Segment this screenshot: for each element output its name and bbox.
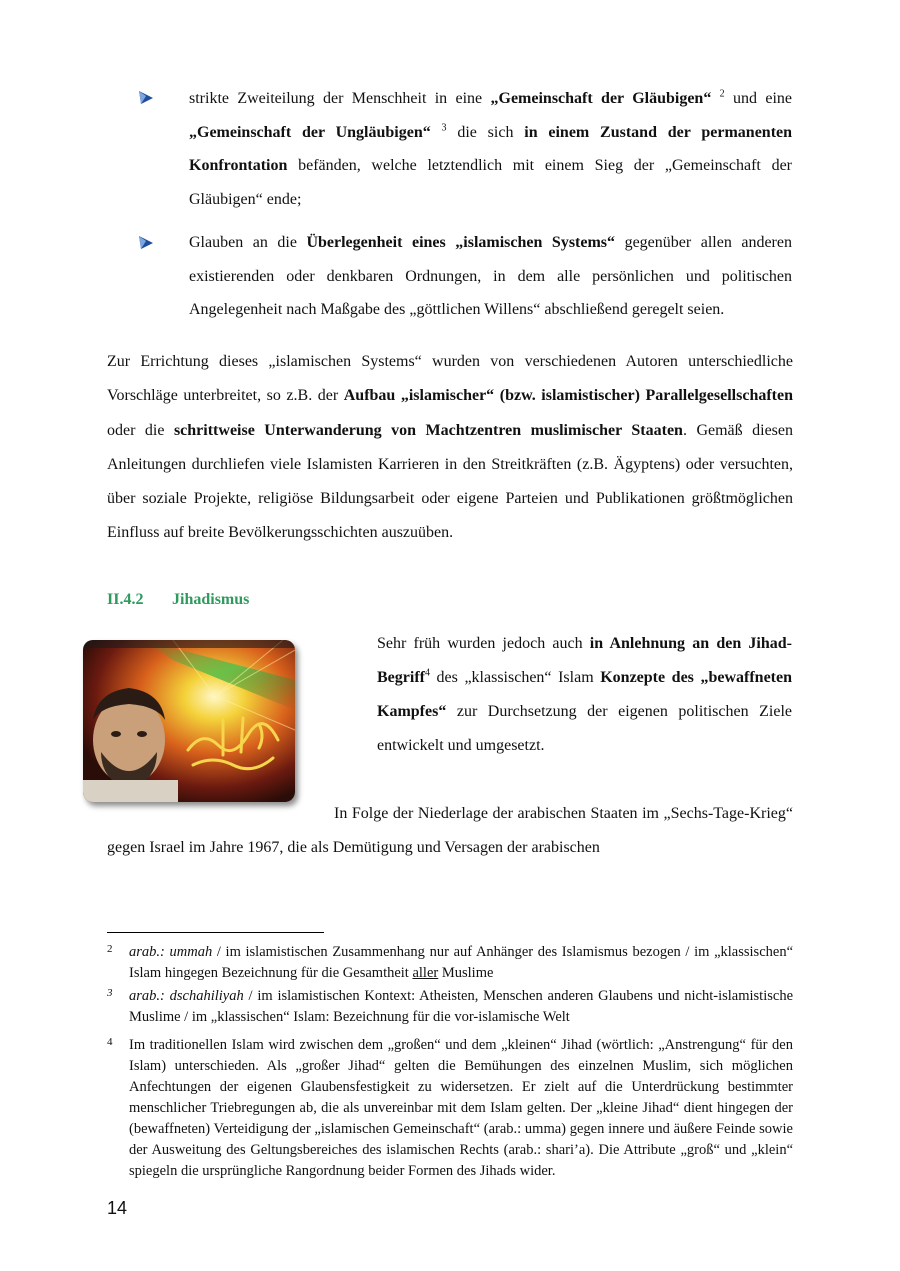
footnote-3: 3 arab.: dschahiliyah / im islamistischen Kontext: Atheisten, Menschen anderen Glaubens und nicht-islamistische Muslime / im „klassischen“ Islam: Bezeichnung für die vor-islamische Welt xyxy=(107,986,793,1028)
paragraph-six-day-war: In Folge der Niederlage der arabischen Staaten im „Sechs-Tage-Krieg“ gegen Israel im Jahre 1967, die als Demütigung und Versagen der arabischen xyxy=(107,805,793,856)
page-number: 14 xyxy=(107,1198,128,1218)
blue-triangle-bullet-icon xyxy=(138,90,154,106)
footnote-mark: 4 xyxy=(107,1036,113,1048)
bullet-item-1: strikte Zweiteilung der Menschheit in eine „Gemeinschaft der Gläubigen“ $^2$ und eine „Gemeinschaft der Ungläubigen“ $^3$ die sich in einem Zustand der permanenten Konfrontation befänden, welche letztendlich mit einem Sieg der „Gemeinschaft der Gläubigen“ ende; xyxy=(189,88,793,208)
bullet-item-2: Glauben an die Überlegenheit eines „islamischen Systems“ gegenüber allen anderen existierenden oder denkbaren Ordnungen, in dem alle persönlichen und politischen Angelegenheit nach Maßgabe des „göttlichen Willens“ abschließend geregelt seien. xyxy=(189,234,792,318)
portrait-photo xyxy=(83,640,295,802)
footnote-4: 4 Im traditionellen Islam wird zwischen dem „großen“ und dem „kleinen“ Jihad (wörtlich: „Anstrengung“ für den Islam) unterschieden. Als „großer Jihad“ gelten die Bemühungen des einzelnen Muslim, sich möglichen Anfechtungen der eigenen Glaubensfestigkeit zu widersetzen. Er zielt auf die Unterdrückung bestimmter menschlicher Triebregungen ab, die als unvereinbar mit dem Islam gelten. Der „kleine Jihad“ dient hingegen der (bewaffneten) Verteidigung der „islamischen Gemeinschaft“ (arab.: umma) gegen innere und äußere Feinde sowie der Ausweitung des Geltungsbereiches des islamischen Rechts (arab.: shari’a). Die Attribute „groß“ und „klein“ spiegeln die ursprüngliche Rangordnung beider Formen des Jihads wider. xyxy=(107,1035,793,1182)
paragraph-jihad-concepts: Sehr früh wurden jedoch auch in Anlehnung an den Jihad-Begriff$^4$ des „klassischen“ Islam Konzepte des „bewaffneten Kampfes“ zur Durchsetzung der eigenen politischen Ziele entwickelt und umgesetzt. xyxy=(377,635,792,754)
section-title: Jihadismus xyxy=(172,591,250,608)
footnote-mark: 2 xyxy=(107,943,113,955)
footnote-2: 2 arab.: ummah / im islamistischen Zusammenhang nur auf Anhänger des Islamismus bezogen / im „klassischen“ Islam hingegen Bezeichnung für die Gesamtheit aller Muslime xyxy=(107,942,793,984)
section-number: II.4.2 xyxy=(107,591,144,608)
section-heading xyxy=(107,591,249,609)
footnote-separator xyxy=(107,932,324,933)
portrait-image xyxy=(83,640,295,802)
blue-triangle-bullet-icon xyxy=(138,235,154,251)
paragraph-islamic-system: Zur Errichtung dieses „islamischen Systems“ wurden von verschiedenen Autoren unterschiedliche Vorschläge unterbreitet, so z.B. der Aufbau „islamischer“ (bzw. islamistischer) Parallelgesellschaften oder die schrittweise Unterwanderung von Machtzentren muslimischer Staaten. Gemäß diesen Anleitungen durchliefen viele Islamisten Karrieren in den Streitkräften (z.B. Ägyptens) oder versuchten, über soziale Projekte, religiöse Bildungsarbeit oder eigene Parteien und Publikationen größtmöglichen Einfluss auf breite Bevölkerungsschichten auszuüben. xyxy=(107,353,794,542)
footnote-mark: 3 xyxy=(107,987,113,999)
